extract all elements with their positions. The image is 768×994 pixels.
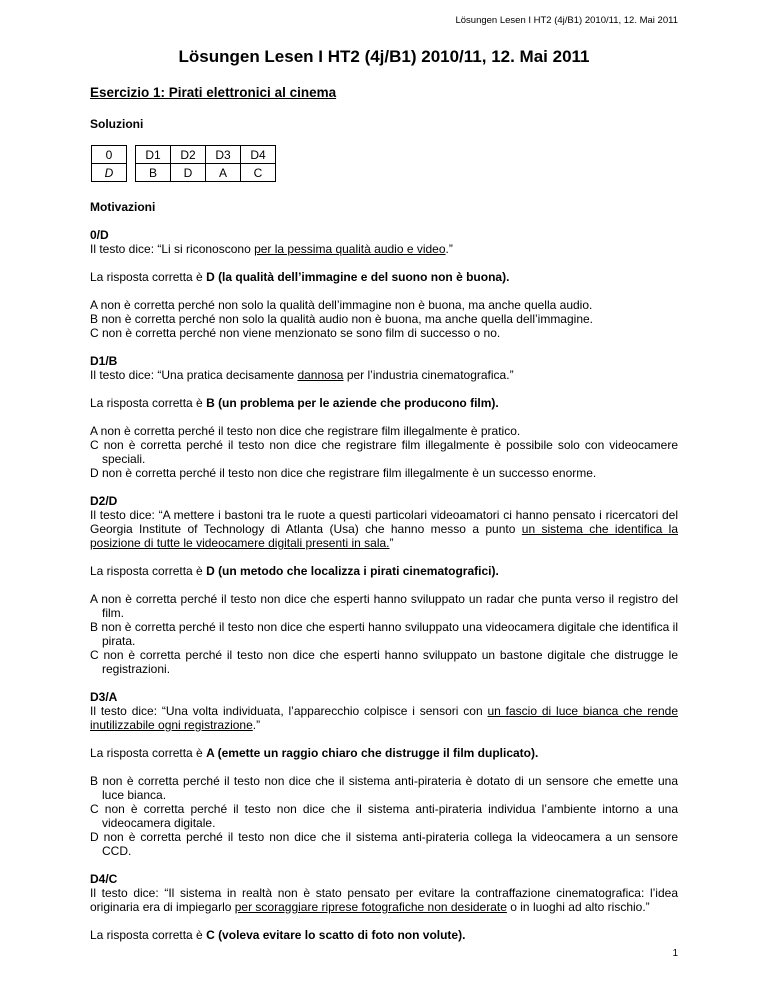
quote-underlined: un sistema che identifica la posizione di tutte le videocamere digitali presenti in sala. <box>90 522 678 550</box>
solution-answer-cell: D <box>92 164 127 182</box>
section-id: 0/D <box>90 228 109 242</box>
motivation-section <box>90 354 678 494</box>
section-id: D4/C <box>90 872 118 886</box>
motivation-section <box>90 690 678 872</box>
solution-header-cell: D3 <box>206 146 241 164</box>
reason: C non è corretta perché non viene menzionato se sono film di successo o no. <box>90 326 501 340</box>
answer-bold: D (un metodo che localizza i pirati cinematografici). <box>206 564 499 578</box>
motivation-section <box>90 872 678 942</box>
correct-answer <box>90 564 678 578</box>
solutions-header-row <box>92 146 276 164</box>
answer-prefix: La risposta corretta è <box>90 270 207 284</box>
solution-answer-cell: D <box>171 164 206 182</box>
answer-prefix: La risposta corretta è <box>90 564 207 578</box>
quote-text: per l’industria cinematografica.” <box>343 368 514 382</box>
solution-header-cell: D2 <box>171 146 206 164</box>
correct-answer <box>90 928 678 942</box>
section-quote <box>90 242 678 256</box>
answer-bold: A (emette un raggio chiaro che distrugge il film duplicato). <box>206 746 539 760</box>
answer-bold: C (voleva evitare lo scatto di foto non volute). <box>206 928 466 942</box>
answer-bold: B (un problema per le aziende che producono film). <box>206 396 499 410</box>
section-quote <box>90 508 678 550</box>
page-number: 1 <box>672 948 678 959</box>
quote-underlined: per scoraggiare riprese fotografiche non desiderate <box>234 900 507 914</box>
quote-text: ” <box>389 536 394 550</box>
section-quote <box>90 886 678 914</box>
quote-underlined: dannosa <box>297 368 344 382</box>
solution-answer-cell: A <box>206 164 241 182</box>
solution-header-cell: D4 <box>241 146 276 164</box>
section-quote <box>90 368 678 382</box>
reason: C non è corretta perché il testo non dice che esperti hanno sviluppato un bastone digitale che distrugge le registrazioni. <box>90 648 678 676</box>
section-id: D3/A <box>90 690 118 704</box>
solutions-label: Soluzioni <box>90 117 144 131</box>
section-id: D2/D <box>90 494 118 508</box>
reason: D non è corretta perché il testo non dice che il sistema anti-pirateria collega la videocamera a un sensore CCD. <box>90 830 678 858</box>
motivation-section <box>90 228 678 354</box>
quote-text: Il testo dice: “Una volta individuata, l’apparecchio colpisce i sensori con <box>90 704 488 718</box>
reason: A non è corretta perché il testo non dice che registrare film illegalmente è pratico. <box>90 424 521 438</box>
page-title: Lösungen Lesen I HT2 (4j/B1) 2010/11, 12. Mai 2011 <box>178 47 590 66</box>
quote-text: .” <box>252 718 261 732</box>
quote-text: Il testo dice: “A mettere i bastoni tra le ruote a questi particolari videoamatori ci hanno pensato i ricercatori del Georgia Institute of Technology di Atlanta (Usa) che hanno messo a punto <box>90 508 678 536</box>
motivation-section <box>90 494 678 690</box>
reason: C non è corretta perché il testo non dice che registrare film illegalmente è possibile solo con videocamere speciali. <box>90 438 678 466</box>
reason: B non è corretta perché il testo non dice che esperti hanno sviluppato una videocamera digitale che identifica il pirata. <box>90 620 678 648</box>
quote-underlined: un fascio di luce bianca che rende inutilizzabile ogni registrazione <box>90 704 678 732</box>
answer-prefix: La risposta corretta è <box>90 396 207 410</box>
solution-header-cell: 0 <box>92 146 127 164</box>
correct-answer <box>90 270 678 284</box>
reason: B non è corretta perché il testo non dice che il sistema anti-pirateria è dotato di un sensore che emette una luce bianca. <box>90 774 678 802</box>
table-gap <box>127 146 136 164</box>
correct-answer <box>90 396 678 410</box>
quote-text: o in luoghi ad alto rischio.” <box>506 900 650 914</box>
reason: D non è corretta perché il testo non dice che registrare film illegalmente è un successo enorme. <box>90 466 597 480</box>
running-header: Lösungen Lesen I HT2 (4j/B1) 2010/11, 12. Mai 2011 <box>455 15 678 26</box>
quote-text: .” <box>445 242 453 256</box>
reason: A non è corretta perché non solo la qualità dell’immagine non è buona, ma anche quella audio. <box>90 298 593 312</box>
solution-answer-cell: B <box>136 164 171 182</box>
solutions-answer-row <box>92 164 276 182</box>
correct-answer <box>90 746 678 760</box>
answer-prefix: La risposta corretta è <box>90 928 207 942</box>
reason: A non è corretta perché il testo non dice che esperti hanno sviluppato un radar che punta verso il registro del film. <box>90 592 678 620</box>
quote-text: Il testo dice: “Il sistema in realtà non è stato pensato per evitare la contraffazione cinematografica: l’idea originaria era di impiegarlo <box>90 886 678 914</box>
answer-prefix: La risposta corretta è <box>90 746 207 760</box>
document-body <box>90 86 678 942</box>
table-gap <box>127 164 136 182</box>
motivations-label: Motivazioni <box>90 200 156 214</box>
section-quote <box>90 704 678 732</box>
answer-bold: D (la qualità dell’immagine e del suono non è buona). <box>206 270 510 284</box>
solutions-table <box>91 145 276 182</box>
reason: B non è corretta perché non solo la qualità audio non è buona, ma anche quella dell’immagine. <box>90 312 594 326</box>
quote-underlined: per la pessima qualità audio e video <box>254 242 446 256</box>
quote-text: Il testo dice: “Una pratica decisamente <box>90 368 298 382</box>
solution-header-cell: D1 <box>136 146 171 164</box>
solution-answer-cell: C <box>241 164 276 182</box>
reason: C non è corretta perché il testo non dice che il sistema anti-pirateria individua l’ambiente intorno a una videocamera digitale. <box>90 802 678 830</box>
quote-text: Il testo dice: “Li si riconoscono <box>90 242 255 256</box>
exercise-title: Esercizio 1: Pirati elettronici al cinema <box>90 85 337 100</box>
section-id: D1/B <box>90 354 118 368</box>
